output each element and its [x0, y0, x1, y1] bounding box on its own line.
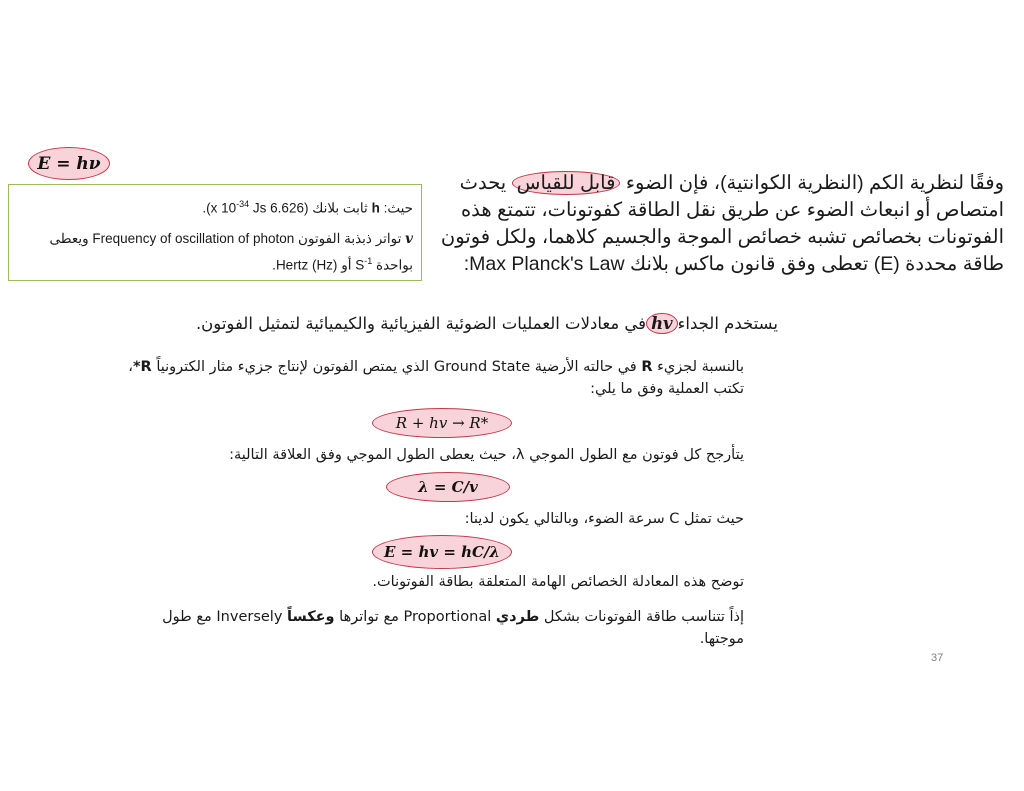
- measurable-highlight: قابل للقياس: [512, 171, 621, 195]
- definitions-box: [8, 184, 422, 281]
- reaction-formula: R + hv → R*: [372, 408, 512, 438]
- speed-paragraph: حيث تمثل C سرعة الضوء، وبالتالي يكون لدينا:: [464, 511, 744, 527]
- hv-highlight: hv: [646, 313, 678, 334]
- energy-formula: E = hv = hC/λ: [372, 535, 512, 569]
- conclusion-paragraph: إذاً تتناسب طاقة الفوتونات بشكل طردي Proportional مع تواترها وعكساً Inversely مع طول موجتها.: [162, 609, 744, 647]
- excitation-paragraph: بالنسبة لجزيء R في حالته الأرضية Ground State الذي يمتص الفوتون لإنتاج جزيء مثار الكترونياً R*، تكتب العملية وفق ما يلي:: [128, 359, 744, 397]
- intro-paragraph: وفقًا لنظرية الكم (النظرية الكوانتية)، فإن الضوء قابل للقياس يحدث امتصاص أو انبعاث الضوء عن طريق نقل الطاقة كفوتونات، تتمتع هذه الفوتونات بخصائص تشبه خصائص الموجة والجسيم كلاهما، ولكل فوتون طاقة محددة (E) تعطى وفق قانون ماكس بلانك Max Planck's Law:: [440, 172, 1004, 275]
- wavelength-paragraph: يتأرجح كل فوتون مع الطول الموجي λ، حيث يعطى الطول الموجي وفق العلاقة التالية:: [229, 447, 744, 463]
- page-number: 37: [931, 652, 944, 664]
- wavelength-formula: λ = C/v: [386, 472, 510, 502]
- v-definition: v تواتر ذبذبة الفوتون Frequency of oscillation of photon ويعطى بواحدة $S^{-1}$ أو Hertz (Hz).: [49, 230, 413, 272]
- h-definition: حيث: h ثابت بلانك (6.626 x $10^{-34}$ Js).: [202, 199, 413, 216]
- planck-formula: E = hν: [28, 147, 110, 180]
- usage-paragraph: يستخدم الجداءhvفي معادلات العمليات الضوئية الفيزيائية والكيميائية لتمثيل الفوتون.: [195, 314, 778, 333]
- properties-paragraph: توضح هذه المعادلة الخصائص الهامة المتعلقة بطاقة الفوتونات.: [372, 574, 744, 590]
